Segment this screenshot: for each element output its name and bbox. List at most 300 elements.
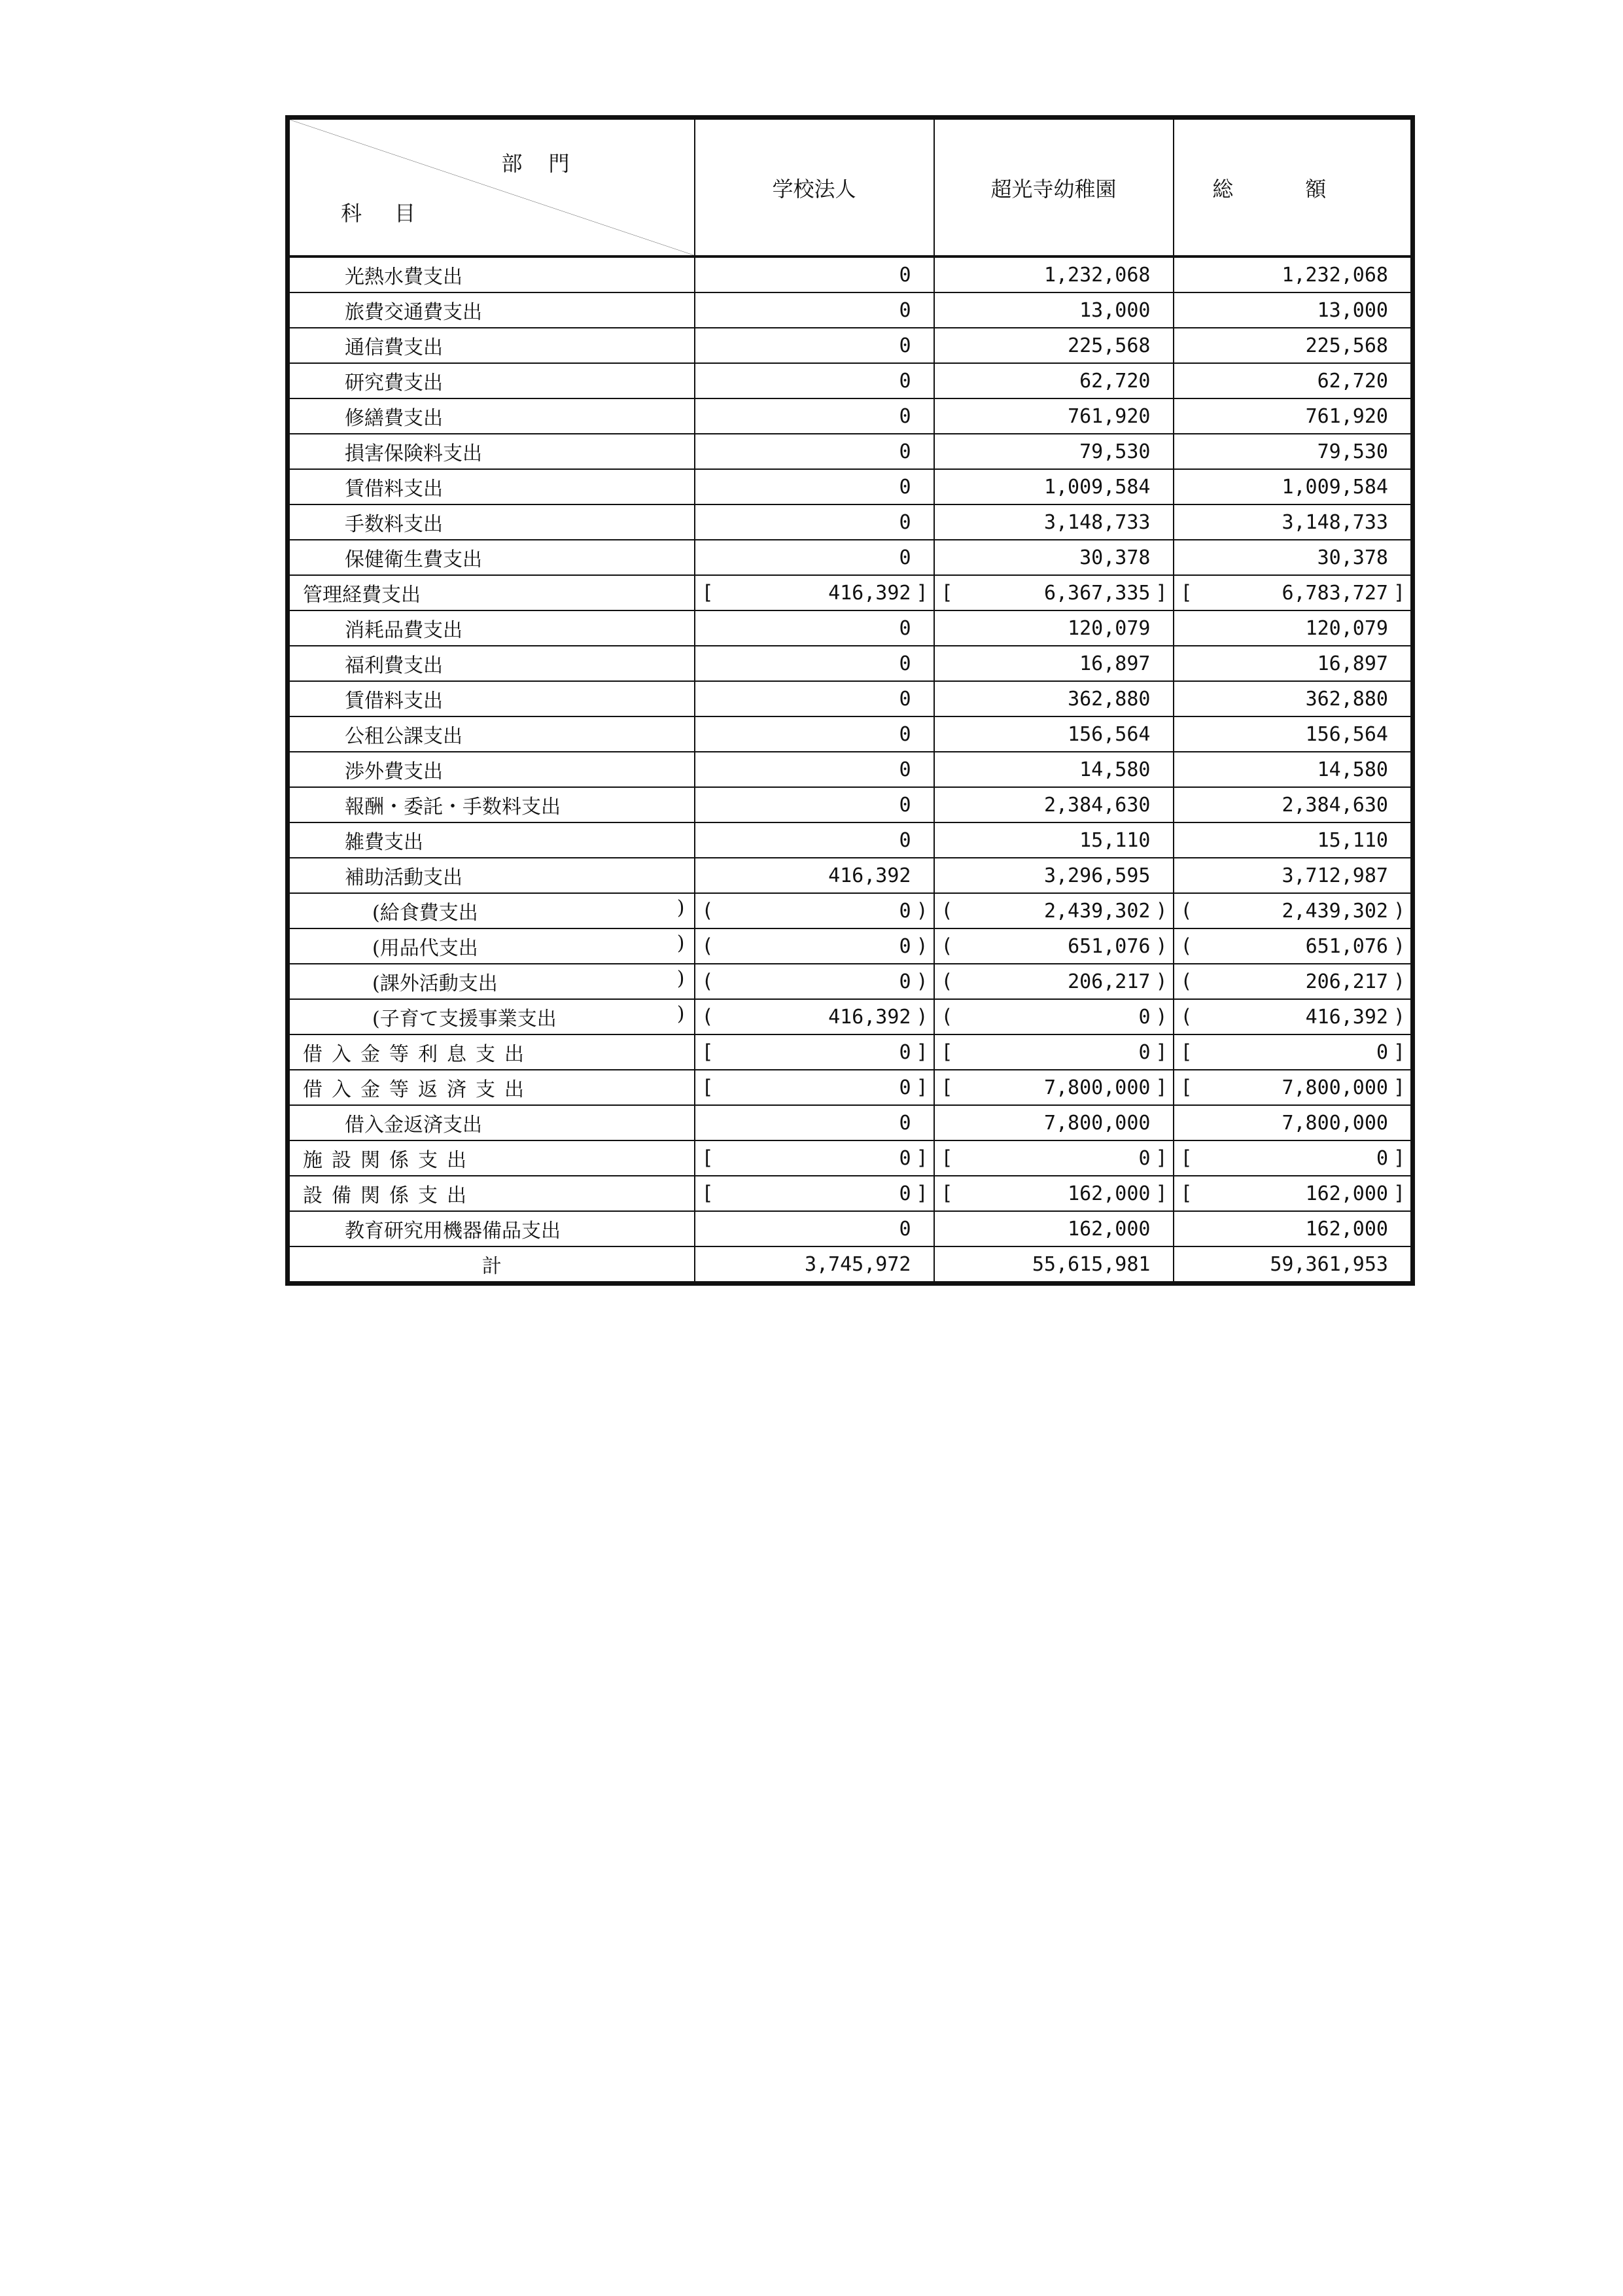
close-paren: ) <box>1155 1005 1168 1029</box>
row-label-close-paren: ) <box>676 1002 685 1025</box>
table-row <box>288 328 1413 363</box>
value-cell-total <box>1174 1070 1413 1105</box>
row-label: 旅費交通費支出 <box>288 292 695 328</box>
row-label-wrap <box>372 1002 694 1031</box>
value-cell-kindergarten <box>934 1246 1174 1284</box>
value-text: 0 <box>899 1076 911 1099</box>
close-bracket: ] <box>1393 1182 1405 1205</box>
department-label: 部門 <box>501 151 596 176</box>
row-label: 福利費支出 <box>288 646 695 681</box>
value-cell-kindergarten <box>934 292 1174 328</box>
value-text: 0 <box>1376 1040 1388 1064</box>
close-bracket: ] <box>916 1146 928 1170</box>
value-text: 0 <box>899 546 911 569</box>
value-text: 1,232,068 <box>1043 263 1151 287</box>
table-row <box>288 398 1413 434</box>
open-paren: ( <box>701 1005 714 1029</box>
table-row <box>288 1246 1413 1284</box>
table-row <box>288 434 1413 469</box>
close-paren: ) <box>1155 899 1168 923</box>
value-cell-total <box>1174 469 1413 504</box>
value-cell-kindergarten <box>934 1211 1174 1246</box>
open-bracket: [ <box>941 1182 953 1205</box>
table-row <box>288 893 1413 928</box>
close-paren: ) <box>1155 970 1168 993</box>
row-label-text: (用品代支出 <box>372 937 478 960</box>
close-paren: ) <box>1393 1005 1405 1029</box>
value-text: 0 <box>899 687 911 711</box>
table-row <box>288 256 1413 292</box>
value-text: 0 <box>899 970 911 993</box>
open-bracket: [ <box>701 1040 714 1064</box>
table-row <box>288 752 1413 787</box>
value-text: 0 <box>899 652 911 675</box>
value-cell-total <box>1174 434 1413 469</box>
value-text: 0 <box>899 404 911 428</box>
expenditure-table <box>285 115 1415 1286</box>
table-row <box>288 1211 1413 1246</box>
close-paren: ) <box>1155 934 1168 958</box>
value-text: 0 <box>899 722 911 746</box>
value-cell-kindergarten <box>934 999 1174 1034</box>
value-text: 1,232,068 <box>1282 263 1388 287</box>
row-label: 通信費支出 <box>288 328 695 363</box>
open-bracket: [ <box>1180 1182 1193 1205</box>
open-bracket: [ <box>1180 1146 1193 1170</box>
value-text: 62,720 <box>1317 369 1388 393</box>
value-text: 6,367,335 <box>1043 581 1151 605</box>
value-cell-kindergarten <box>934 752 1174 787</box>
value-cell-kindergarten <box>934 540 1174 575</box>
open-paren: ( <box>941 899 953 923</box>
row-label: 借入金等返済支出 <box>288 1070 695 1105</box>
open-paren: ( <box>1180 934 1193 958</box>
value-cell-school-corporation <box>695 610 934 646</box>
row-label: 借入金返済支出 <box>288 1105 695 1140</box>
open-bracket: [ <box>701 1076 714 1099</box>
close-bracket: ] <box>1393 581 1405 605</box>
row-label: 教育研究用機器備品支出 <box>288 1211 695 1246</box>
subject-label: 科目 <box>341 201 449 226</box>
close-paren: ) <box>916 934 928 958</box>
value-text: 416,392 <box>828 864 911 887</box>
value-text: 16,897 <box>1317 652 1388 675</box>
open-paren: ( <box>941 1005 953 1029</box>
table-row <box>288 363 1413 398</box>
value-cell-school-corporation <box>695 575 934 610</box>
close-paren: ) <box>916 970 928 993</box>
value-text: 0 <box>1138 1146 1151 1170</box>
value-text: 225,568 <box>1068 334 1151 357</box>
value-cell-school-corporation <box>695 681 934 716</box>
table-row <box>288 469 1413 504</box>
value-text: 3,296,595 <box>1043 864 1151 887</box>
value-cell-kindergarten <box>934 681 1174 716</box>
value-text: 162,000 <box>1305 1217 1388 1241</box>
row-label-close-paren: ) <box>676 967 685 990</box>
row-label: 賃借料支出 <box>288 469 695 504</box>
row-label: 雑費支出 <box>288 822 695 858</box>
value-text: 7,800,000 <box>1282 1076 1388 1099</box>
value-cell-kindergarten <box>934 504 1174 540</box>
open-paren: ( <box>701 970 714 993</box>
value-text: 15,110 <box>1317 828 1388 852</box>
value-text: 3,745,972 <box>804 1252 911 1276</box>
value-cell-total <box>1174 1140 1413 1176</box>
row-label <box>288 893 695 928</box>
value-cell-kindergarten <box>934 610 1174 646</box>
value-cell-total <box>1174 575 1413 610</box>
open-paren: ( <box>1180 1005 1193 1029</box>
column-header-school-corporation: 学校法人 <box>695 118 934 257</box>
value-text: 0 <box>899 263 911 287</box>
value-text: 7,800,000 <box>1043 1076 1151 1099</box>
value-text: 416,392 <box>828 581 911 605</box>
value-cell-kindergarten <box>934 964 1174 999</box>
value-cell-kindergarten <box>934 434 1174 469</box>
open-bracket: [ <box>701 1182 714 1205</box>
value-cell-school-corporation <box>695 1034 934 1070</box>
value-text: 0 <box>1138 1040 1151 1064</box>
value-cell-kindergarten <box>934 1176 1174 1211</box>
value-cell-total <box>1174 646 1413 681</box>
value-cell-kindergarten <box>934 398 1174 434</box>
value-cell-school-corporation <box>695 752 934 787</box>
value-cell-school-corporation <box>695 822 934 858</box>
close-bracket: ] <box>1393 1040 1405 1064</box>
close-bracket: ] <box>1155 1182 1168 1205</box>
value-text: 2,439,302 <box>1043 899 1151 923</box>
row-label: 賃借料支出 <box>288 681 695 716</box>
open-bracket: [ <box>1180 581 1193 605</box>
row-label: 設備関係支出 <box>288 1176 695 1211</box>
row-label: 手数料支出 <box>288 504 695 540</box>
value-text: 162,000 <box>1068 1182 1151 1205</box>
value-text: 651,076 <box>1305 934 1388 958</box>
value-text: 225,568 <box>1305 334 1388 357</box>
value-cell-kindergarten <box>934 1140 1174 1176</box>
value-text: 156,564 <box>1305 722 1388 746</box>
close-bracket: ] <box>916 1182 928 1205</box>
open-bracket: [ <box>701 1146 714 1170</box>
value-text: 3,148,733 <box>1282 510 1388 534</box>
column-header-kindergarten: 超光寺幼稚園 <box>934 118 1174 257</box>
value-text: 761,920 <box>1068 404 1151 428</box>
open-paren: ( <box>941 970 953 993</box>
value-text: 16,897 <box>1079 652 1151 675</box>
row-label-text: (給食費支出 <box>372 902 478 925</box>
value-cell-total <box>1174 540 1413 575</box>
close-paren: ) <box>916 1005 928 1029</box>
value-text: 14,580 <box>1317 758 1388 781</box>
value-cell-school-corporation <box>695 999 934 1034</box>
table-row <box>288 716 1413 752</box>
value-text: 7,800,000 <box>1282 1111 1388 1135</box>
value-text: 0 <box>899 1111 911 1135</box>
table-row <box>288 646 1413 681</box>
value-cell-kindergarten <box>934 928 1174 964</box>
value-cell-school-corporation <box>695 1105 934 1140</box>
close-bracket: ] <box>1155 581 1168 605</box>
value-text: 13,000 <box>1317 298 1388 322</box>
row-label: 補助活動支出 <box>288 858 695 893</box>
row-label: 公租公課支出 <box>288 716 695 752</box>
row-label: 修繕費支出 <box>288 398 695 434</box>
value-text: 13,000 <box>1079 298 1151 322</box>
table-row <box>288 1105 1413 1140</box>
value-cell-total <box>1174 610 1413 646</box>
close-bracket: ] <box>916 1040 928 1064</box>
table-row <box>288 292 1413 328</box>
value-text: 0 <box>899 510 911 534</box>
value-cell-school-corporation <box>695 434 934 469</box>
row-label: 光熱水費支出 <box>288 256 695 292</box>
close-bracket: ] <box>1393 1146 1405 1170</box>
open-bracket: [ <box>1180 1076 1193 1099</box>
value-text: 761,920 <box>1305 404 1388 428</box>
value-text: 120,079 <box>1305 616 1388 640</box>
value-cell-total <box>1174 681 1413 716</box>
value-text: 30,378 <box>1317 546 1388 569</box>
open-paren: ( <box>1180 899 1193 923</box>
row-label: 消耗品費支出 <box>288 610 695 646</box>
table-row <box>288 575 1413 610</box>
open-bracket: [ <box>941 1040 953 1064</box>
value-cell-kindergarten <box>934 328 1174 363</box>
open-paren: ( <box>701 899 714 923</box>
column-header-total: 総額 <box>1174 118 1413 257</box>
value-text: 206,217 <box>1068 970 1151 993</box>
value-text: 1,009,584 <box>1282 475 1388 499</box>
value-text: 1,009,584 <box>1043 475 1151 499</box>
value-cell-kindergarten <box>934 893 1174 928</box>
value-cell-school-corporation <box>695 1070 934 1105</box>
value-cell-school-corporation <box>695 1176 934 1211</box>
close-bracket: ] <box>1393 1076 1405 1099</box>
close-paren: ) <box>1393 899 1405 923</box>
row-label: 渉外費支出 <box>288 752 695 787</box>
value-text: 2,384,630 <box>1282 793 1388 817</box>
value-cell-total <box>1174 964 1413 999</box>
value-text: 6,783,727 <box>1282 581 1388 605</box>
value-cell-school-corporation <box>695 1140 934 1176</box>
value-cell-kindergarten <box>934 256 1174 292</box>
value-cell-school-corporation <box>695 716 934 752</box>
value-text: 206,217 <box>1305 970 1388 993</box>
value-cell-total <box>1174 752 1413 787</box>
value-text: 0 <box>899 758 911 781</box>
open-bracket: [ <box>941 1146 953 1170</box>
diagonal-header-cell <box>288 118 695 257</box>
value-cell-kindergarten <box>934 1034 1174 1070</box>
close-paren: ) <box>916 899 928 923</box>
close-bracket: ] <box>916 1076 928 1099</box>
table-row <box>288 964 1413 999</box>
value-cell-total <box>1174 928 1413 964</box>
value-text: 120,079 <box>1068 616 1151 640</box>
value-text: 416,392 <box>828 1005 911 1029</box>
value-cell-school-corporation <box>695 292 934 328</box>
value-text: 162,000 <box>1305 1182 1388 1205</box>
value-cell-total <box>1174 1246 1413 1284</box>
value-cell-school-corporation <box>695 540 934 575</box>
value-text: 30,378 <box>1079 546 1151 569</box>
value-text: 0 <box>899 1217 911 1241</box>
value-text: 2,384,630 <box>1043 793 1151 817</box>
row-label-close-paren: ) <box>676 896 685 919</box>
value-cell-total <box>1174 716 1413 752</box>
value-cell-school-corporation <box>695 787 934 822</box>
value-text: 0 <box>899 1146 911 1170</box>
header-row <box>288 118 1413 257</box>
value-cell-school-corporation <box>695 398 934 434</box>
value-text: 0 <box>899 934 911 958</box>
open-paren: ( <box>701 934 714 958</box>
table-row <box>288 1176 1413 1211</box>
value-cell-school-corporation <box>695 964 934 999</box>
open-paren: ( <box>1180 970 1193 993</box>
value-cell-kindergarten <box>934 363 1174 398</box>
value-cell-school-corporation <box>695 1246 934 1284</box>
open-bracket: [ <box>1180 1040 1193 1064</box>
value-cell-kindergarten <box>934 787 1174 822</box>
row-label: 保健衛生費支出 <box>288 540 695 575</box>
close-bracket: ] <box>1155 1040 1168 1064</box>
row-label-wrap <box>372 932 694 961</box>
value-text: 14,580 <box>1079 758 1151 781</box>
row-label-wrap <box>372 967 694 996</box>
value-text: 416,392 <box>1305 1005 1388 1029</box>
row-label <box>288 928 695 964</box>
value-text: 0 <box>1138 1005 1151 1029</box>
value-cell-total <box>1174 1176 1413 1211</box>
value-cell-kindergarten <box>934 1070 1174 1105</box>
open-bracket: [ <box>941 581 953 605</box>
close-bracket: ] <box>1155 1146 1168 1170</box>
table-row <box>288 787 1413 822</box>
open-paren: ( <box>941 934 953 958</box>
value-cell-kindergarten <box>934 716 1174 752</box>
diagonal-line <box>290 120 694 255</box>
row-label-text: (子育て支援事業支出 <box>372 1008 557 1031</box>
close-paren: ) <box>1393 970 1405 993</box>
table-row <box>288 858 1413 893</box>
value-text: 651,076 <box>1068 934 1151 958</box>
table-row <box>288 928 1413 964</box>
value-cell-school-corporation <box>695 1211 934 1246</box>
value-text: 0 <box>899 334 911 357</box>
close-paren: ) <box>1393 934 1405 958</box>
value-text: 55,615,981 <box>1032 1252 1151 1276</box>
row-label-text: (課外活動支出 <box>372 972 498 995</box>
open-bracket: [ <box>701 581 714 605</box>
value-text: 2,439,302 <box>1282 899 1388 923</box>
value-text: 0 <box>899 1040 911 1064</box>
value-cell-total <box>1174 363 1413 398</box>
value-text: 59,361,953 <box>1270 1252 1388 1276</box>
value-cell-total <box>1174 328 1413 363</box>
value-cell-total <box>1174 1211 1413 1246</box>
table-row <box>288 504 1413 540</box>
value-text: 0 <box>899 616 911 640</box>
value-text: 0 <box>899 828 911 852</box>
table-row <box>288 681 1413 716</box>
row-label: 研究費支出 <box>288 363 695 398</box>
value-text: 362,880 <box>1068 687 1151 711</box>
table-row <box>288 822 1413 858</box>
value-cell-total <box>1174 858 1413 893</box>
value-text: 0 <box>899 369 911 393</box>
value-text: 15,110 <box>1079 828 1151 852</box>
table-row <box>288 1070 1413 1105</box>
value-cell-total <box>1174 787 1413 822</box>
table-row <box>288 1034 1413 1070</box>
value-text: 79,530 <box>1317 440 1388 463</box>
value-text: 7,800,000 <box>1043 1111 1151 1135</box>
value-text: 0 <box>899 1182 911 1205</box>
value-cell-kindergarten <box>934 1105 1174 1140</box>
value-cell-total <box>1174 1105 1413 1140</box>
close-bracket: ] <box>916 581 928 605</box>
value-text: 156,564 <box>1068 722 1151 746</box>
value-cell-kindergarten <box>934 469 1174 504</box>
row-label <box>288 964 695 999</box>
row-label-wrap <box>372 896 694 925</box>
value-cell-total <box>1174 504 1413 540</box>
value-text: 0 <box>899 440 911 463</box>
value-text: 3,148,733 <box>1043 510 1151 534</box>
table-row <box>288 1140 1413 1176</box>
value-cell-total <box>1174 893 1413 928</box>
value-cell-school-corporation <box>695 363 934 398</box>
value-cell-total <box>1174 256 1413 292</box>
value-cell-school-corporation <box>695 328 934 363</box>
value-cell-kindergarten <box>934 575 1174 610</box>
value-cell-kindergarten <box>934 646 1174 681</box>
value-text: 0 <box>899 793 911 817</box>
value-cell-school-corporation <box>695 504 934 540</box>
value-cell-kindergarten <box>934 822 1174 858</box>
open-bracket: [ <box>941 1076 953 1099</box>
value-text: 0 <box>899 475 911 499</box>
value-text: 0 <box>1376 1146 1388 1170</box>
table-row <box>288 540 1413 575</box>
value-cell-school-corporation <box>695 256 934 292</box>
row-label-close-paren: ) <box>676 932 685 955</box>
value-text: 79,530 <box>1079 440 1151 463</box>
value-text: 362,880 <box>1305 687 1388 711</box>
row-label: 損害保険料支出 <box>288 434 695 469</box>
value-cell-total <box>1174 1034 1413 1070</box>
value-cell-total <box>1174 999 1413 1034</box>
value-cell-kindergarten <box>934 858 1174 893</box>
value-cell-total <box>1174 822 1413 858</box>
row-label: 借入金等利息支出 <box>288 1034 695 1070</box>
value-text: 0 <box>899 298 911 322</box>
value-cell-school-corporation <box>695 858 934 893</box>
value-cell-school-corporation <box>695 893 934 928</box>
table-row <box>288 610 1413 646</box>
row-label: 報酬・委託・手数料支出 <box>288 787 695 822</box>
value-text: 62,720 <box>1079 369 1151 393</box>
row-label: 管理経費支出 <box>288 575 695 610</box>
value-cell-school-corporation <box>695 469 934 504</box>
row-label <box>288 999 695 1034</box>
value-cell-total <box>1174 292 1413 328</box>
value-text: 162,000 <box>1068 1217 1151 1241</box>
value-text: 0 <box>899 899 911 923</box>
value-cell-school-corporation <box>695 646 934 681</box>
